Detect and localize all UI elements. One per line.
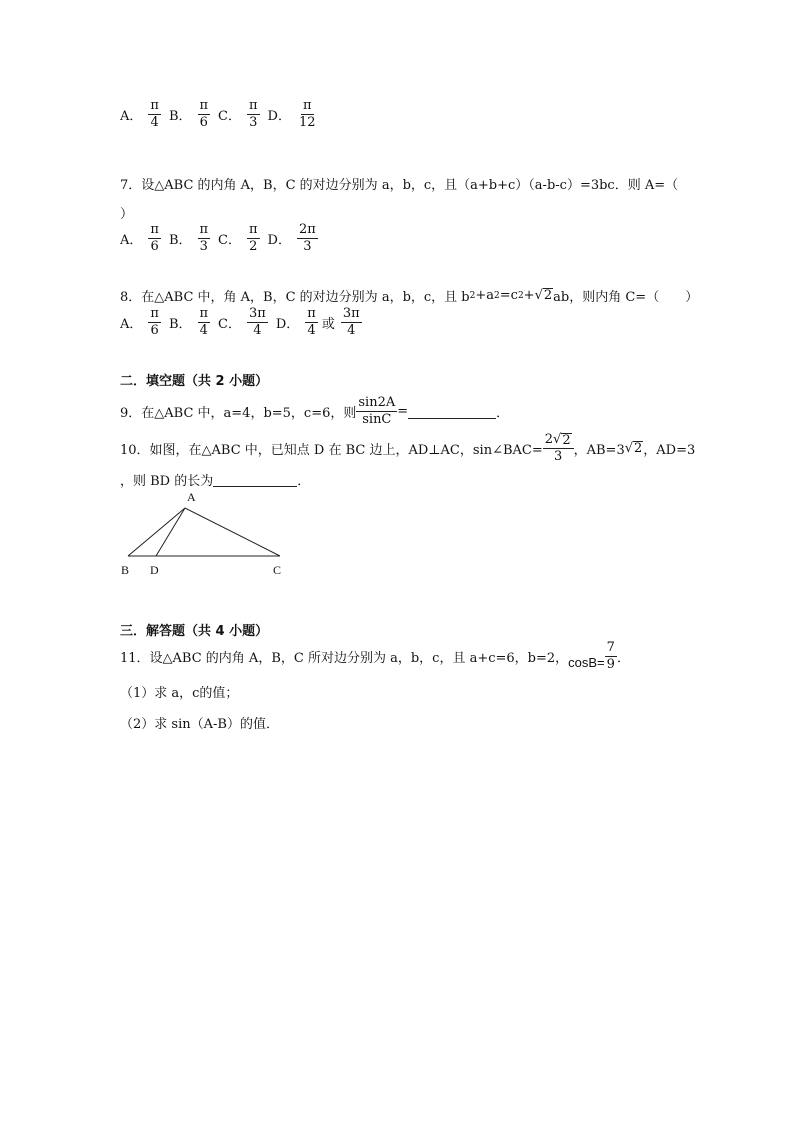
q10-sin-fraction: 2 √ 2 3: [543, 432, 574, 465]
triangle-diagram: [115, 488, 295, 580]
q8-stem-text: =c: [499, 288, 518, 303]
q11-part1: （1）求 a，c的值；: [120, 686, 239, 701]
q7-option-a-fraction: $\frac{\pi}{6}$: [150, 222, 159, 254]
q10-stem-text: 10．如图，在△ABC 中，已知点 D 在 BC 边上，AD⊥AC，sin∠BAC=: [120, 443, 543, 458]
q7-option-c-label: C．: [218, 233, 241, 248]
q8-option-a-label: A．: [120, 317, 143, 332]
q8-stem-text: ab，则内角 C=（ ）: [553, 290, 699, 305]
q9-answer-blank[interactable]: [408, 404, 496, 419]
q8-option-a-fraction: $\frac{\pi}{6}$: [150, 306, 159, 338]
q10-stem-text: ，AB=3: [573, 443, 625, 458]
q11-stem-text: 11．设△ABC 的内角 A，B，C 所对边分别为 a，b，c，且 a+c=6，b=2，: [120, 651, 569, 666]
q6-option-b-label: B．: [168, 109, 192, 124]
q10-stem-text: ，AD=3: [643, 443, 696, 458]
vertex-label-d: D: [150, 563, 159, 577]
q8-options: [120, 306, 366, 339]
q6-option-a-fraction: $\frac{\pi}{4}$: [150, 98, 159, 130]
q11-period: ．: [616, 651, 630, 666]
q8-option-d-fraction-1: $\frac{\pi}{4}$: [307, 306, 316, 338]
q10-stem: [120, 432, 695, 465]
q7-stem-line1: 7．设△ABC 的内角 A，B，C 的对边分别为 a，b，c，且（a+b+c）（a-b-c）=3bc．则 A=（: [120, 178, 679, 193]
q10-answer-blank[interactable]: [213, 472, 297, 487]
q9-stem-text: 9．在△ABC 中，a=4，b=5，c=6，则: [120, 406, 357, 421]
q7-option-b-label: B．: [168, 233, 192, 248]
q7-option-d-label: D．: [267, 233, 291, 248]
q7-option-a-label: A．: [120, 233, 143, 248]
q6-option-c-fraction: $\frac{\pi}{3}$: [249, 98, 258, 130]
q7-option-d-fraction: $\frac{2\pi}{3}$: [298, 222, 316, 254]
q8-option-d-label: D．: [275, 317, 300, 332]
q10-period: ．: [297, 474, 311, 489]
q9-equals: =: [397, 404, 409, 419]
section-solve-title: 三．解答题（共 4 小题）: [120, 624, 269, 639]
q11-stem: [120, 640, 630, 673]
q6-options: [120, 98, 322, 131]
q10-line2: [120, 470, 310, 489]
q8-option-b-fraction: $\frac{\pi}{4}$: [199, 306, 209, 338]
q8-stem-text: 8．在△ABC 中，角 A，B，C 的对边分别为 a，b，c，且 b: [120, 290, 470, 305]
q6-option-a-label: A．: [120, 109, 143, 124]
q7-options: [120, 222, 322, 255]
q8-option-c-fraction: $\frac{3\pi}{4}$: [249, 306, 266, 338]
q8-stem-text: +a: [475, 288, 495, 303]
vertex-label-b: B: [121, 563, 130, 577]
q8-sqrt: √ 2: [534, 288, 553, 303]
q9-period: ．: [496, 406, 510, 421]
q6-option-c-label: C．: [218, 109, 241, 124]
q8-option-d-or: 或: [321, 317, 335, 332]
q8-stem-text: +: [523, 288, 535, 303]
q7-option-c-fraction: $\frac{\pi}{2}$: [249, 222, 258, 254]
q6-option-b-fraction: $\frac{\pi}{6}$: [199, 98, 209, 130]
q10-sqrt: √ 2: [624, 441, 643, 456]
q6-option-d-fraction: $\frac{\pi}{12}$: [298, 98, 316, 130]
section-fill-in-title: 二．填空题（共 2 小题）: [120, 374, 269, 389]
segment-ac: [185, 508, 280, 556]
q10-stem-text: ，则 BD 的长为: [120, 474, 214, 489]
q8-option-c-label: C．: [218, 317, 241, 332]
q7-stem-line2: ）: [120, 207, 134, 222]
q8-stem: 8．在△ABC 中，角 A，B，C 的对边分别为 a，b，c，且 b 2 +a 2 =c 2 + √ 2 ab，则内角 C=（ ）: [120, 288, 699, 305]
vertex-label-a: A: [187, 490, 196, 504]
q11-part2: （2）求 sin（A-B）的值．: [120, 717, 279, 732]
vertex-label-c: C: [273, 563, 282, 577]
q11-cos-label: cosB=: [568, 655, 605, 670]
q6-option-d-label: D．: [267, 109, 291, 124]
segment-ad: [156, 508, 185, 556]
q9-fraction: $\frac{\sin 2A}{\sin C}$: [358, 395, 396, 427]
q8-option-d-fraction-2: $\frac{3\pi}{4}$: [342, 306, 360, 338]
segment-ab: [128, 508, 185, 556]
q7-option-b-fraction: $\frac{\pi}{3}$: [199, 222, 209, 254]
q8-option-b-label: B．: [168, 317, 192, 332]
q9-stem: [120, 395, 509, 428]
q11-cos-fraction: $\frac{7}{9}$: [606, 640, 615, 672]
